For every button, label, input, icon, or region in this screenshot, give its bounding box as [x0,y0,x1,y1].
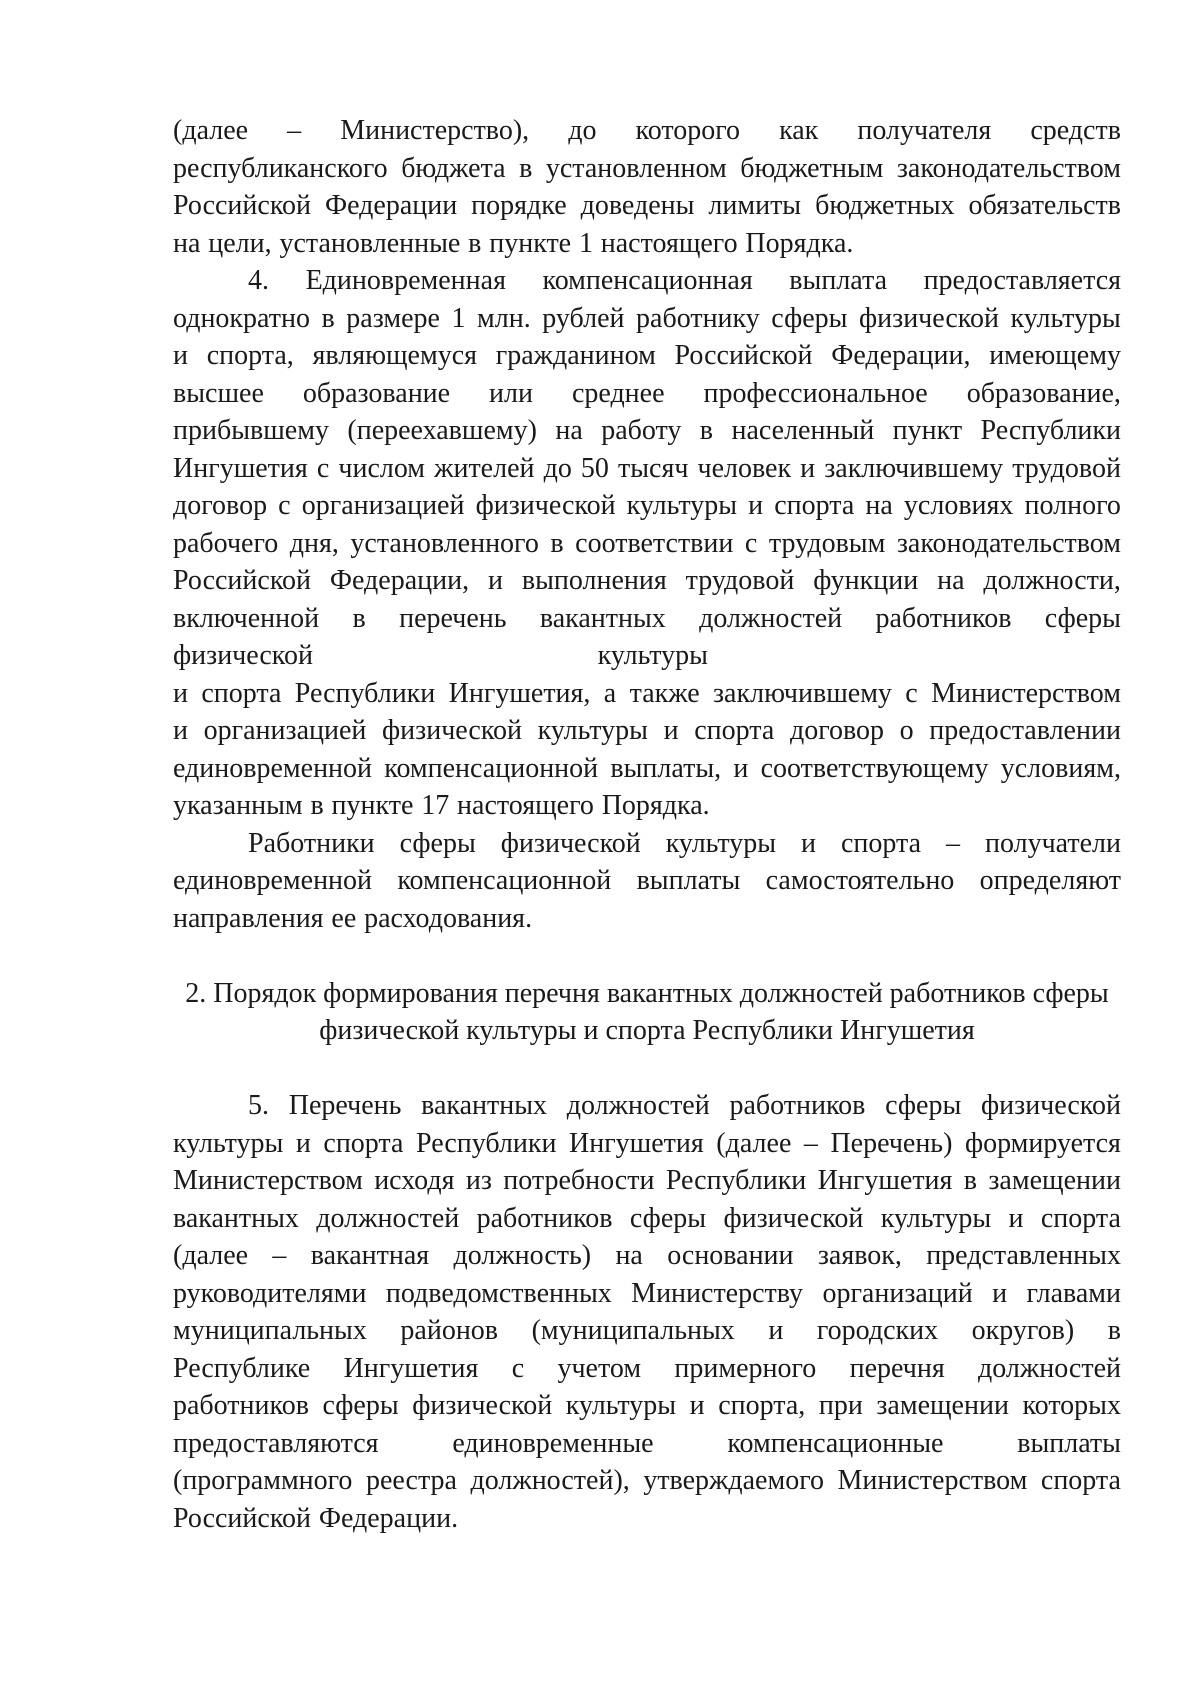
text-line [173,600,1121,638]
text-line [173,450,1121,488]
word: с [278,490,291,521]
word: спорта [323,1127,404,1159]
word: настоящего [600,227,738,259]
word: вакантных [539,602,666,634]
word: условиям, [1000,752,1121,784]
word: прибывшему [173,415,329,446]
word: и [173,677,188,709]
word: пункте [331,790,414,821]
word: культуры [597,640,708,671]
word: образование [302,377,451,409]
word: должность) [453,1240,592,1271]
word: Министерством [173,1165,363,1196]
text-line [173,562,1121,600]
word: физической [475,490,616,521]
word: муниципальных [173,1315,367,1346]
word: работников [729,1090,866,1121]
text-line [173,1162,1121,1200]
word: культуры [626,490,738,521]
text-line [173,1312,1121,1350]
word: Российской [173,1502,311,1534]
word: спорта [774,490,855,521]
word: числом [338,452,426,484]
word: физической [412,1390,553,1421]
word: (далее [173,115,249,146]
word: определяют [979,865,1121,896]
word: спорта, [206,340,294,371]
word: замещении [988,1165,1121,1196]
word: и [487,565,503,596]
word: с [316,452,330,484]
paragraph-recipients [173,825,1121,938]
word: спорта, [718,1390,806,1421]
word: организацией [301,490,465,521]
text-line [173,862,1121,900]
word: физической [859,302,999,334]
word: Ингушетия, [448,677,591,709]
text-line [173,1500,1121,1538]
text-line [173,525,1121,563]
word: являющемуся [312,340,477,371]
word: культуры [1010,302,1121,334]
word: вакантная [310,1240,430,1271]
word: культуры [537,715,648,746]
word: – [803,1127,818,1159]
word: перечень [399,602,507,634]
word: Министерство), [340,115,530,146]
text-line [173,637,1121,675]
text-line [173,1425,1121,1463]
word: организаций [822,1277,973,1309]
word: и [1008,1202,1024,1234]
word: как [779,115,819,146]
word: выплаты [1017,1427,1121,1459]
section-heading [173,975,1121,1050]
text-line [173,675,1121,713]
word: Порядка. [745,227,854,259]
text-line [173,787,1121,825]
word: трудовой [1012,452,1121,484]
text-line [173,900,1121,938]
word: Республики [415,1127,557,1159]
word: и [768,1315,784,1346]
word: соответствии [575,527,734,559]
word: физической [500,827,641,859]
word: дня, [289,527,339,559]
word: основании [667,1240,794,1271]
word: вакантных [173,1202,299,1234]
word: единовременные [452,1427,654,1459]
word: сферы [885,1090,962,1121]
word: должностей [699,602,843,634]
word: сферы [322,1390,399,1421]
word: и [801,827,817,859]
word: ее [331,902,357,934]
word: Федерации, [831,340,971,371]
word: и [748,490,764,521]
word: учетом [557,1352,642,1384]
word: Перечень) [830,1127,953,1159]
word: представленных [926,1240,1121,1271]
word: о [899,715,914,746]
word: Федерации [324,190,458,221]
word: выплата [789,265,887,296]
word: рублей [542,302,625,334]
word: сферы [399,827,476,859]
word: трудовой [685,565,795,596]
word: работнику [636,302,760,334]
word: на [615,1240,643,1271]
word: должностей), [470,1465,630,1496]
word: до [568,115,597,146]
word: направления [173,902,324,934]
section-heading-line-1: 2. Порядок формирования перечня вакантных должностей работников сферы [185,977,1109,1009]
paragraph-4 [173,262,1121,825]
text-line [173,300,1121,338]
word: спорта [201,677,282,709]
word: Порядка. [601,790,710,821]
word: спорта [840,827,922,859]
word: Республики [294,677,436,709]
text-line [173,1350,1121,1388]
word: спорта [694,715,775,746]
word: населенный [731,415,875,446]
word: цели, [208,227,272,259]
word: в [321,302,335,334]
word: Ингушетия [343,1352,479,1384]
text-line [173,1237,1121,1275]
word: округов) [971,1315,1075,1346]
word: Республики [980,415,1121,446]
word: 50 [580,452,609,484]
word: размере [346,302,440,334]
word: работу [601,415,682,446]
word: на [555,415,583,446]
word: образование, [966,377,1121,409]
text-line [173,1087,1121,1125]
word: заявок, [817,1240,902,1271]
word: функции [813,565,919,596]
word: получателя [857,115,992,146]
word: в [310,790,324,821]
word: млн. [477,302,531,334]
word: культуры [565,1390,677,1421]
word: Ингушетия [817,1165,953,1196]
word: организацией [203,715,367,746]
word: пункт [892,415,963,446]
word: (программного [173,1465,353,1496]
word: физической [723,1202,864,1234]
word: бюджетных [815,190,955,221]
word: бюджета [401,152,506,184]
word: Российской [173,190,311,221]
word: лимиты [708,190,802,221]
word: доведены [580,190,695,221]
word: районов [400,1315,499,1346]
word: Российской [674,340,813,371]
word: включенной [173,602,320,634]
word: бюджетным [740,152,884,184]
word: законодательством [896,527,1121,559]
word: и [800,452,816,484]
word: спорта [1040,1202,1121,1234]
word: единовременной [173,752,373,784]
word: выплаты, [610,752,722,784]
word: (далее [173,1240,249,1271]
document-page [173,112,1121,1537]
word: 5. [248,1090,269,1121]
word: заключившему [713,677,892,709]
word: городских [816,1315,939,1346]
word: законодательством [896,152,1121,184]
word: единовременной [173,865,373,896]
paragraph-continuation [173,112,1121,262]
word: культуры [880,1202,992,1234]
word: с [905,677,918,709]
text-line [173,112,1121,150]
word: самостоятельно [765,865,955,896]
word: имеющему [989,340,1121,371]
word: до [543,452,572,484]
text-line [173,412,1121,450]
word: Перечень [288,1090,402,1121]
word: на [173,227,201,259]
word: и [733,752,749,784]
word: соответствующему [760,752,989,784]
word: также [629,677,700,709]
text-line [173,1387,1121,1425]
word: условиях [903,490,1014,521]
word: Работники [248,827,375,859]
text-line [173,1125,1121,1163]
word: и [992,1277,1008,1309]
text-line [173,375,1121,413]
word: Министерству [631,1277,804,1309]
word: и [173,340,188,371]
word: на [937,565,965,596]
word: обязательств [968,190,1121,221]
word: гражданином [495,340,656,371]
word: установленные [279,227,461,259]
word: культуры [665,827,777,859]
word: среднее [571,377,665,409]
word: – [946,827,961,859]
word: замещении [876,1390,1009,1421]
word: работников [476,1202,613,1234]
word: указанным [173,790,303,821]
word: однократно [173,302,310,334]
word: Республики [665,1165,807,1196]
word: Ингушетия [568,1127,704,1159]
word: формируется [964,1127,1121,1159]
word: которых [1022,1390,1121,1421]
word: средств [1030,115,1121,146]
word: выплаты [636,865,741,896]
word: и [295,1127,311,1159]
word: вакантных [421,1090,548,1121]
text-line [173,1275,1121,1313]
text-line [173,262,1121,300]
word: настоящего [457,790,594,821]
word: утверждаемого [643,1465,824,1496]
word: должностей [978,1352,1121,1384]
word: Ингушетия [173,452,308,484]
word: человек [697,452,792,484]
word: в [519,152,533,184]
word: физической [981,1090,1121,1121]
word: профессиональное [703,377,928,409]
word: расходования. [364,902,533,934]
word: компенсационной [397,865,612,896]
word: договор [789,715,885,746]
word: сферы [771,302,848,334]
text-line [173,225,1121,263]
text-line [173,1462,1121,1500]
word: компенсационной [384,752,599,784]
word: которого [635,115,741,146]
word: должностей [316,1202,460,1234]
word: должности, [983,565,1121,596]
word: перечня [849,1352,945,1384]
word: жителей [434,452,535,484]
word: предоставляется [923,265,1121,296]
word: и [689,1390,705,1421]
word: работников [875,602,1012,634]
word: физической [173,640,313,671]
word: из [465,1165,492,1196]
word: выполнения [521,565,667,596]
word: Министерством [931,677,1121,709]
word: установленного [350,527,539,559]
word: или [489,377,533,409]
word: предоставляются [173,1427,379,1459]
text-line [173,712,1121,750]
word: 1 [578,227,593,259]
word: главами [1026,1277,1121,1309]
word: работников [173,1390,309,1421]
word: в [352,602,366,634]
word: спорта [1040,1465,1121,1496]
text-line [173,750,1121,788]
word: и [173,715,188,746]
word: 4. [248,265,269,296]
text-line [173,487,1121,525]
word: руководителями [173,1277,367,1309]
word: с [744,527,758,559]
word: а [603,677,617,709]
section-heading-line-2: физической культуры и спорта Республики Ингушетия [319,1015,975,1046]
word: 1 [451,302,466,334]
word: подведомственных [385,1277,612,1309]
text-line [173,825,1121,863]
word: в [963,1165,978,1196]
word: установленном [545,152,727,184]
paragraph-5 [173,1087,1121,1537]
word: Федерации, [329,565,470,596]
text-line [173,150,1121,188]
word: (далее [716,1127,792,1159]
text-line [173,337,1121,375]
word: физической [382,715,522,746]
word: трудовым [768,527,886,559]
word: тысяч [617,452,689,484]
word: – [287,115,302,146]
word: компенсационные [727,1427,944,1459]
word: полного [1024,490,1121,521]
word: реестра [365,1465,457,1496]
word: в [468,227,482,259]
word: в [1107,1315,1121,1346]
word: договор [173,490,268,521]
word: республиканского [173,152,388,184]
word: в [699,415,714,446]
word: исходя [374,1165,455,1196]
word: 17 [421,790,450,821]
word: и [663,715,679,746]
word: Российской [173,565,311,596]
word: пункте [489,227,572,259]
word: потребности [503,1165,655,1196]
word: сферы [1044,602,1121,634]
spacer [173,1050,1121,1088]
word: при [818,1390,863,1421]
word: порядке [471,190,567,221]
word: Федерации. [318,1502,459,1534]
word: компенсационная [542,265,753,296]
word: заключившему [824,452,1004,484]
word: высшее [173,377,264,409]
word: Республике [173,1352,311,1384]
word: Министерством [837,1465,1028,1496]
word: с [511,1352,525,1384]
word: (муниципальных [531,1315,735,1346]
word: сферы [629,1202,707,1234]
word: (переехавшему) [347,415,537,446]
text-line [173,187,1121,225]
word: Единовременная [305,265,506,296]
word: в [550,527,564,559]
word: культуры [173,1127,284,1159]
spacer [173,937,1121,975]
word: примерного [674,1352,817,1384]
word: рабочего [173,527,279,559]
text-line [173,1200,1121,1238]
word: получатели [984,827,1121,859]
word: – [272,1240,287,1271]
word: предоставлении [929,715,1121,746]
word: на [865,490,893,521]
word: должностей [566,1090,710,1121]
